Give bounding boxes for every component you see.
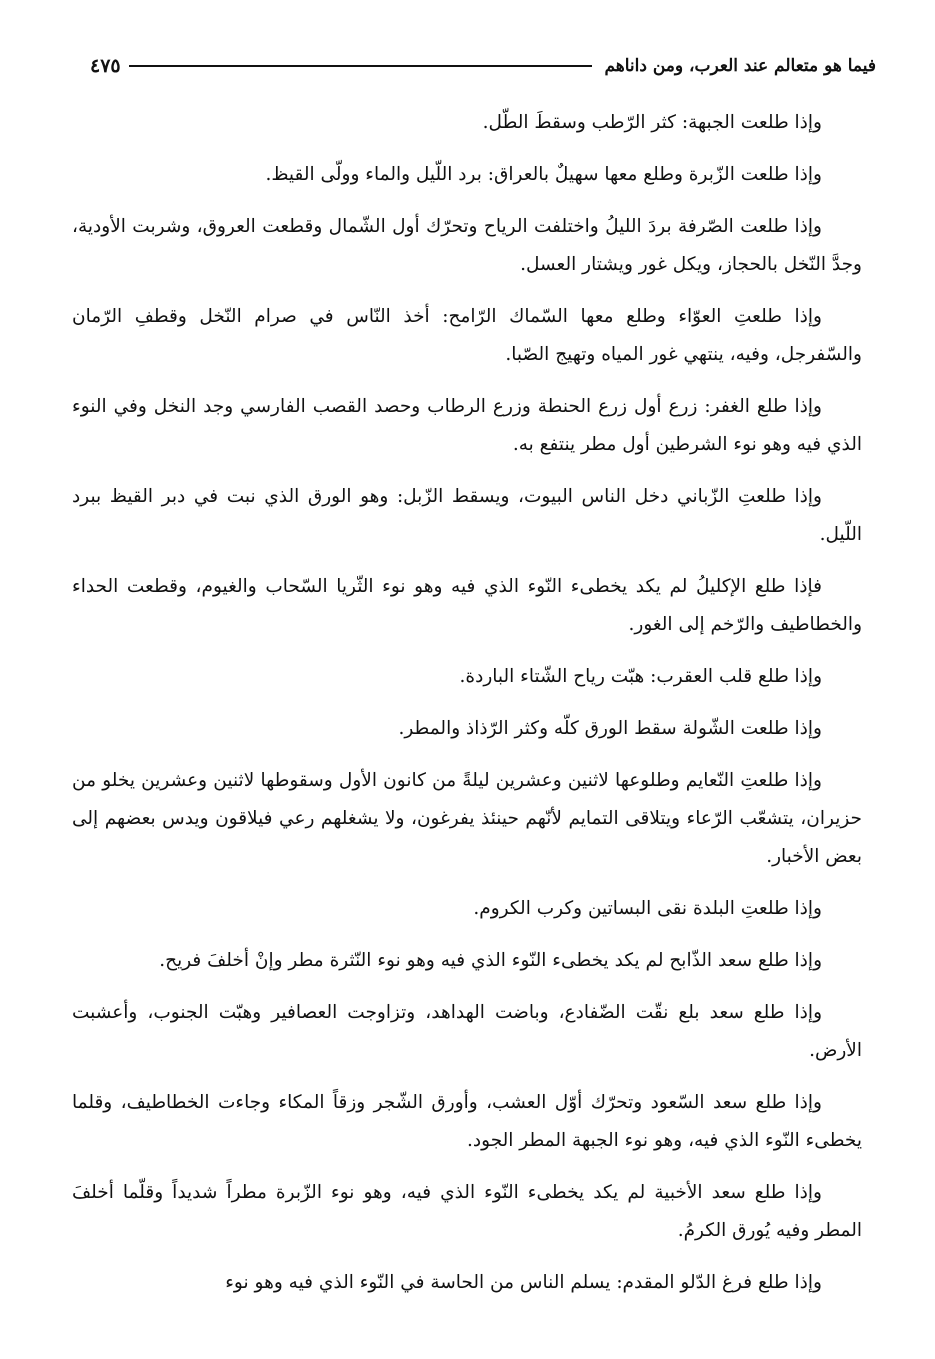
paragraph: وإذا طلع قلب العقرب: هبّت رياح الشّتاء الباردة. [459, 666, 822, 687]
body-text [72, 104, 862, 1302]
running-header [90, 46, 876, 86]
paragraph: وإذا طلعت الشّولة سقط الورق كلّه وكثر الرّذاذ والمطر. [398, 718, 822, 739]
paragraph: وإذا طلعتِ العوّاء وطلع معها السّماك الرّامح: أخذ النّاس في صرام النّخل وقطفِ الرّمان والسّفرجل، وفيه، ينتهي غور المياه وتهيج الصّبا. [72, 306, 862, 365]
running-header-title: فيما هو متعالم عند العرب، ومن داناهم [604, 56, 876, 76]
paragraph: وإذا طلع الغفر: زرع أول زرع الحنطة وزرع الرطاب وحصد القصب الفارسي وجد النخل وفي النوء الذي فيه وهو نوء الشرطين أول مطر ينتفع به. [72, 396, 862, 455]
paragraph: وإذا طلع فرغ الدّلو المقدم: يسلم الناس من الحاسة في النّوء الذي فيه وهو نوء [225, 1272, 822, 1293]
paragraph: وإذا طلع سعد بلع نقّت الضّفادع، وباضت الهداهد، وتزاوجت العصافير وهبّت الجنوب، وأعشبت الأرض. [72, 1002, 862, 1061]
paragraph: وإذا طلع سعد الأخبية لم يكد يخطىء النّوء الذي فيه، وهو نوء الزّبرة مطراً شديداً وقلّما أخلفَ المطر وفيه يُورق الكرمُ. [72, 1182, 862, 1241]
paragraph: وإذا طلعت الجبهة: كثر الرّطب وسقطَ الطّل. [482, 112, 822, 133]
paragraph: وإذا طلعتِ البلدة نقى البساتين وكرب الكروم. [473, 898, 822, 919]
paragraph: وإذا طلع سعد السّعود وتحرّك أوّل العشب، وأورق الشّجر وزقاً المكاء وجاءت الخطاطيف، وقلما يخطىء النّوء الذي فيه، وهو نوء الجبهة المطر الجود. [72, 1092, 862, 1151]
page-number: ٤٧٥ [90, 55, 121, 77]
paragraph: وإذا طلعتِ الزّباني دخل الناس البيوت، ويسقط الزّبل: وهو الورق الذي نبت في دبر القيظ ببرد اللّيل. [72, 486, 862, 545]
paragraph: وإذا طلع سعد الذّابح لم يكد يخطىء النّوء الذي فيه وهو نوء النّثرة مطر وإنْ أخلفَ فريح. [159, 950, 822, 971]
paragraph: وإذا طلعتِ النّعايم وطلوعها لاثنين وعشرين ليلةً من كانون الأول وسقوطها لاثنين وعشرين يخلو من حزيران، يتشعّب الرّعاء ويتلاقى التمايم لأنّهم حينئذ يفرغون، ولا يشغلهم رعي فيلاقون ويدس بعضهم إلى بعض الأخبار. [72, 770, 862, 867]
paragraph: فإذا طلع الإكليلُ لم يكد يخطىء النّوء الذي فيه وهو نوء الثّريا السّحاب والغيوم، وقطعت الحداء والخطاطيف والرّخم إلى الغور. [72, 576, 862, 635]
paragraph: وإذا طلعت الصّرفة بردَ الليلُ واختلفت الرياح وتحرّك أول الشّمال وقطعت العروق، وشربت الأودية، وجدَّ النّخل بالحجاز، ويكل غور ويشتار العسل. [72, 216, 862, 275]
header-rule [129, 65, 593, 67]
paragraph: وإذا طلعت الزّبرة وطلع معها سهيلٌ بالعراق: برد اللّيل والماء وولّى القيظ. [265, 164, 822, 185]
